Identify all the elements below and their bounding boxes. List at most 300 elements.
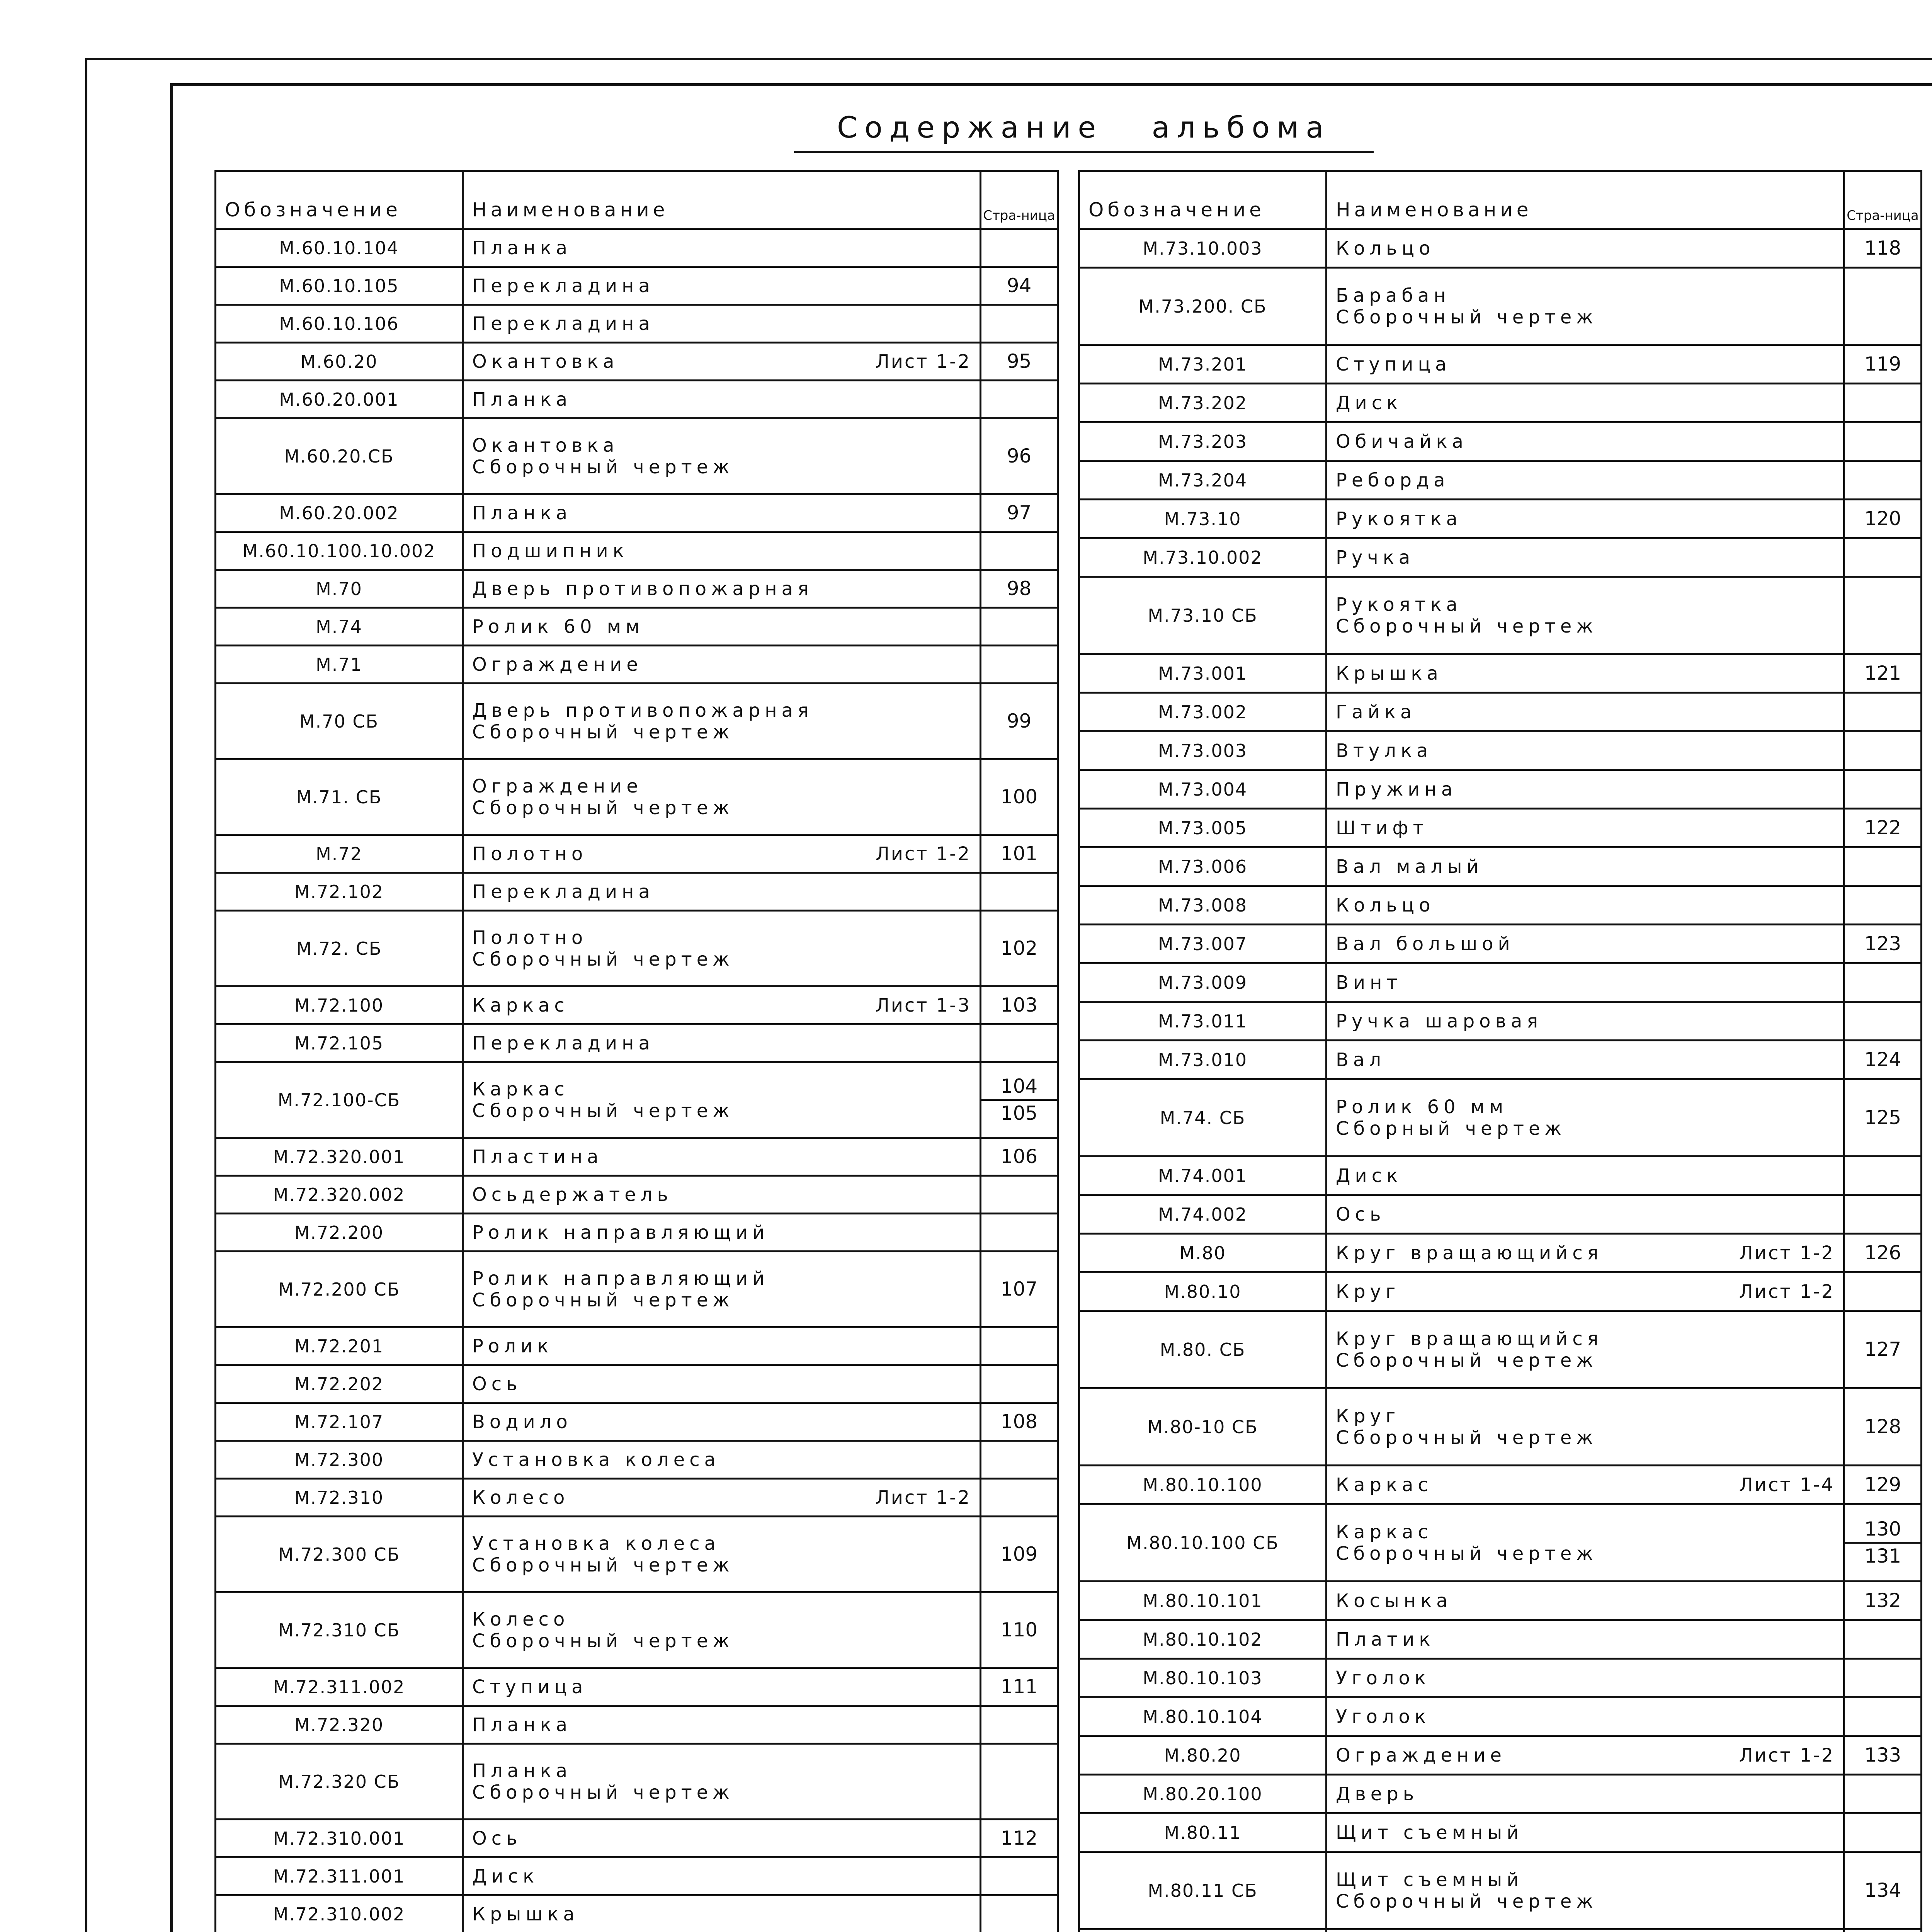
row-name-line: Обичайка <box>1336 430 1468 452</box>
table-row <box>216 646 1058 684</box>
row-name <box>1327 1272 1844 1311</box>
row-code: М.70 <box>216 570 463 608</box>
row-page <box>981 1214 1058 1252</box>
row-name <box>1327 731 1844 770</box>
row-name <box>463 1592 981 1668</box>
table-row <box>216 494 1058 532</box>
row-page <box>1844 1388 1922 1466</box>
row-name-line: Установка колеса <box>472 1449 721 1471</box>
row-code: М.73.201 <box>1079 345 1327 384</box>
table-row <box>216 229 1058 267</box>
row-page <box>981 1517 1058 1592</box>
row-name <box>463 532 981 570</box>
row-name-line: Диск <box>472 1865 539 1887</box>
row-page-number: 131 <box>1845 1542 1920 1569</box>
row-page-number: 106 <box>1000 1145 1038 1168</box>
row-name-line: Пластина <box>472 1146 603 1168</box>
row-name-line: Штифт <box>1336 817 1429 839</box>
row-name-line: Дверь противопожарная <box>472 699 813 721</box>
row-name <box>1327 1775 1844 1813</box>
row-name <box>1327 1156 1844 1195</box>
row-page <box>981 1479 1058 1517</box>
row-page <box>981 835 1058 873</box>
row-page-number: 133 <box>1864 1744 1901 1766</box>
row-page-number: 134 <box>1864 1879 1901 1901</box>
row-name <box>1327 1659 1844 1697</box>
row-code: М.72.310 <box>216 1479 463 1517</box>
row-page-number: 127 <box>1864 1338 1901 1361</box>
table-row <box>1079 770 1922 809</box>
row-code: М.73.002 <box>1079 693 1327 731</box>
row-name-line: Сборочный чертеж <box>472 797 734 819</box>
row-name-line: Ручка шаровая <box>1336 1010 1543 1032</box>
row-name <box>463 1327 981 1365</box>
row-page-number: 128 <box>1864 1415 1901 1438</box>
row-name-line: Крышка <box>1336 662 1443 684</box>
row-name-line: Перекладина <box>472 275 655 297</box>
contents-table-right <box>1078 170 1922 1932</box>
row-name-line: Сборочный чертеж <box>472 1554 734 1576</box>
row-page-number: 108 <box>1000 1410 1038 1433</box>
row-page <box>981 1744 1058 1820</box>
table-row <box>216 418 1058 494</box>
row-page <box>1844 654 1922 693</box>
row-name <box>1327 422 1844 461</box>
row-page <box>1844 1195 1922 1234</box>
row-name-line: Крышка <box>472 1903 579 1925</box>
row-name-line: Подшипник <box>472 540 629 562</box>
row-code: М.73.005 <box>1079 809 1327 847</box>
row-code: М.72.311.002 <box>216 1668 463 1706</box>
row-code: М.72.310.002 <box>216 1895 463 1932</box>
row-name-line: Ролик <box>472 1335 553 1357</box>
row-name-line: Полотно <box>472 927 588 949</box>
row-page <box>981 873 1058 911</box>
table-row <box>216 381 1058 418</box>
row-name-line: Каркас <box>1336 1521 1433 1543</box>
row-code: М.72 <box>216 835 463 873</box>
row-name-line: Барабан <box>1336 284 1451 306</box>
row-page-number: 130 <box>1864 1518 1901 1540</box>
row-name-line: Планка <box>472 1714 572 1736</box>
row-code: М.74 <box>216 608 463 646</box>
row-page-number: 102 <box>1000 937 1038 959</box>
row-page <box>981 1706 1058 1744</box>
row-name-line: Установка колеса <box>472 1532 721 1554</box>
row-sheet-range: Лист 1-2 <box>1739 1744 1835 1766</box>
row-page <box>1844 461 1922 500</box>
row-page <box>981 418 1058 494</box>
row-page <box>1844 268 1922 345</box>
table-row <box>216 1252 1058 1327</box>
row-name <box>1327 693 1844 731</box>
row-code: М.72.202 <box>216 1365 463 1403</box>
row-name-line: Вал малый <box>1336 855 1483 878</box>
table-row <box>1079 1775 1922 1813</box>
row-name <box>463 911 981 986</box>
row-name <box>463 1479 981 1517</box>
row-name <box>463 305 981 343</box>
row-name <box>1327 1504 1844 1582</box>
row-name <box>1327 1002 1844 1041</box>
row-name-line: Ролик направляющий <box>472 1221 769 1243</box>
row-name-line: Сборочный чертеж <box>1336 615 1598 637</box>
row-code: М.72.200 <box>216 1214 463 1252</box>
table-row <box>216 1365 1058 1403</box>
table-row <box>216 532 1058 570</box>
row-page <box>1844 1813 1922 1852</box>
row-code: М.72.310 СБ <box>216 1592 463 1668</box>
row-code: М.72. СБ <box>216 911 463 986</box>
row-page <box>981 1024 1058 1062</box>
row-code: М.73.203 <box>1079 422 1327 461</box>
row-page <box>981 1327 1058 1365</box>
row-page <box>981 1592 1058 1668</box>
row-code: М.71. СБ <box>216 759 463 835</box>
row-name-line: Ось <box>1336 1203 1386 1225</box>
row-name-line: Кольцо <box>1336 237 1435 259</box>
table-row <box>1079 1504 1922 1582</box>
row-name-line: Платик <box>1336 1628 1435 1650</box>
row-name <box>463 381 981 418</box>
row-code: М.60.10.100.10.002 <box>216 532 463 570</box>
row-page <box>981 267 1058 305</box>
row-page <box>981 1403 1058 1441</box>
row-page-number: 120 <box>1864 507 1901 530</box>
row-page <box>981 646 1058 684</box>
row-page-number: 95 <box>1007 350 1032 372</box>
row-name-line: Ось <box>472 1827 522 1849</box>
table-row <box>1079 693 1922 731</box>
table-row <box>1079 1079 1922 1156</box>
row-code: М.60.10.104 <box>216 229 463 267</box>
table-row <box>1079 1929 1922 1932</box>
row-name-line: Втулка <box>1336 740 1433 762</box>
row-code: М.60.20.СБ <box>216 418 463 494</box>
row-name <box>463 1214 981 1252</box>
row-name-line: Щит съемный <box>1336 1869 1524 1891</box>
row-name-line: Каркас <box>472 994 569 1016</box>
row-code: М.73.003 <box>1079 731 1327 770</box>
row-name-line: Планка <box>472 388 572 410</box>
row-name-line: Сборочный чертеж <box>1336 1543 1598 1565</box>
row-code: М.74.001 <box>1079 1156 1327 1195</box>
table-row <box>1079 847 1922 886</box>
row-name <box>1327 654 1844 693</box>
row-name-line: Планка <box>472 1760 572 1782</box>
table-row <box>1079 345 1922 384</box>
row-name <box>463 608 981 646</box>
row-page-number: 105 <box>981 1099 1057 1126</box>
row-page <box>981 986 1058 1024</box>
row-name-line: Окантовка <box>472 434 619 456</box>
row-code: М.74.002 <box>1079 1195 1327 1234</box>
row-name <box>1327 1466 1844 1504</box>
row-sheet-range: Лист 1-2 <box>875 1486 971 1509</box>
row-page-number: 96 <box>1007 445 1032 467</box>
row-name-line: Уголок <box>1336 1706 1430 1728</box>
row-name <box>1327 1195 1844 1234</box>
row-name <box>463 1062 981 1138</box>
row-page <box>1844 500 1922 538</box>
row-name-line: Реборда <box>1336 469 1450 491</box>
row-code <box>1079 1929 1327 1932</box>
table-row <box>1079 1813 1922 1852</box>
row-code: М.72.100-СБ <box>216 1062 463 1138</box>
row-page-number: 103 <box>1000 994 1038 1016</box>
table-row <box>1079 1659 1922 1697</box>
row-code: М.72.320.002 <box>216 1176 463 1214</box>
row-name-line: Сборочный чертеж <box>472 1289 734 1311</box>
table-row <box>1079 384 1922 422</box>
row-name <box>463 759 981 835</box>
row-name-line: Рукоятка <box>1336 508 1462 530</box>
table-row <box>1079 1582 1922 1620</box>
table-row <box>216 1327 1058 1365</box>
row-page <box>1844 1504 1922 1582</box>
row-name <box>1327 1311 1844 1388</box>
table-row <box>1079 1195 1922 1234</box>
row-sheet-range: Лист 1-2 <box>1739 1281 1835 1303</box>
table-header-row <box>1079 171 1922 229</box>
row-name <box>1327 1813 1844 1852</box>
row-code: М.60.10.105 <box>216 267 463 305</box>
row-page <box>1844 963 1922 1002</box>
row-code: М.74. СБ <box>1079 1079 1327 1156</box>
row-name-line: Сборный чертеж <box>1336 1117 1566 1139</box>
row-sheet-range: Лист 1-2 <box>875 350 971 372</box>
table-row <box>1079 1234 1922 1272</box>
row-code: М.71 <box>216 646 463 684</box>
row-page <box>1844 925 1922 963</box>
row-code: М.73.10.002 <box>1079 538 1327 577</box>
table-row <box>1079 1466 1922 1504</box>
row-page <box>981 343 1058 381</box>
row-name-line: Дверь <box>1336 1783 1419 1805</box>
row-page-number: 132 <box>1864 1589 1901 1612</box>
table-row <box>216 1517 1058 1592</box>
row-code: М.73.001 <box>1079 654 1327 693</box>
row-name <box>463 1176 981 1214</box>
row-name-line: Водило <box>472 1411 572 1433</box>
row-name <box>1327 268 1844 345</box>
table-row <box>216 911 1058 986</box>
row-name-line: Круг <box>1336 1405 1400 1427</box>
row-page <box>1844 1736 1922 1775</box>
row-code: М.80.11 СБ <box>1079 1852 1327 1929</box>
row-name-line: Круг вращающийся <box>1336 1328 1603 1350</box>
table-row <box>1079 1156 1922 1195</box>
row-name-line: Осьдержатель <box>472 1184 673 1206</box>
row-code: М.80.10.101 <box>1079 1582 1327 1620</box>
row-name-line: Каркас <box>472 1078 569 1100</box>
row-name-line: Сборочный чертеж <box>1336 306 1598 328</box>
row-page <box>981 1441 1058 1479</box>
row-name-line: Ступица <box>1336 353 1451 375</box>
table-row <box>1079 268 1922 345</box>
table-row <box>216 1214 1058 1252</box>
row-code: М.80.10.103 <box>1079 1659 1327 1697</box>
row-page <box>981 1176 1058 1214</box>
row-name-line: Перекладина <box>472 1032 655 1054</box>
table-row <box>216 1062 1058 1138</box>
row-page <box>1844 1272 1922 1311</box>
row-page-number: 129 <box>1864 1473 1901 1496</box>
row-name <box>463 494 981 532</box>
row-code: М.72.102 <box>216 873 463 911</box>
row-page <box>1844 731 1922 770</box>
row-page-number: 119 <box>1864 353 1901 375</box>
row-name <box>1327 577 1844 654</box>
row-page-number: 101 <box>1000 842 1038 865</box>
row-name-line: Колесо <box>472 1608 570 1630</box>
row-name <box>463 418 981 494</box>
row-page <box>1844 1620 1922 1659</box>
row-name <box>463 1365 981 1403</box>
row-page-number: 94 <box>1007 274 1032 297</box>
table-row <box>1079 500 1922 538</box>
row-page <box>981 305 1058 343</box>
table-header-row <box>216 171 1058 229</box>
row-name-line: Ролик 60 мм <box>472 616 645 638</box>
table-row <box>216 1479 1058 1517</box>
row-page-number: 118 <box>1864 237 1901 259</box>
row-code: М.73.004 <box>1079 770 1327 809</box>
row-page <box>1844 1659 1922 1697</box>
table-row <box>216 1857 1058 1895</box>
row-page <box>1844 693 1922 731</box>
row-name <box>463 646 981 684</box>
table-row <box>1079 1388 1922 1466</box>
row-page <box>981 608 1058 646</box>
row-name <box>1327 1388 1844 1466</box>
row-name <box>463 1895 981 1932</box>
row-name <box>463 873 981 911</box>
row-name <box>463 1138 981 1176</box>
row-name <box>1327 1582 1844 1620</box>
table-row <box>1079 925 1922 963</box>
table-row <box>216 1024 1058 1062</box>
table-row <box>1079 1002 1922 1041</box>
row-name-line: Окантовка <box>472 350 619 372</box>
row-code: М.72.200 СБ <box>216 1252 463 1327</box>
header-page: Стра-ница <box>981 171 1058 229</box>
row-name-line: Сборочный чертеж <box>1336 1427 1598 1449</box>
row-code: М.80.10.102 <box>1079 1620 1327 1659</box>
row-code: М.73.10.003 <box>1079 229 1327 268</box>
row-name <box>463 986 981 1024</box>
table-row <box>1079 229 1922 268</box>
row-name-line: Круг <box>1336 1281 1400 1303</box>
row-code: М.72.320 <box>216 1706 463 1744</box>
row-name <box>1327 500 1844 538</box>
table-row <box>216 570 1058 608</box>
album-title: Содержание альбома <box>794 104 1374 153</box>
row-page-number: 99 <box>1007 710 1032 732</box>
table-row <box>1079 963 1922 1002</box>
row-page-number: 110 <box>1000 1619 1038 1641</box>
row-name <box>463 684 981 759</box>
row-page-number: 97 <box>1007 502 1032 524</box>
row-code: М.72.107 <box>216 1403 463 1441</box>
row-code: М.72.105 <box>216 1024 463 1062</box>
row-name <box>463 1706 981 1744</box>
row-page <box>1844 345 1922 384</box>
table-row <box>216 343 1058 381</box>
row-name-line: Сборочный чертеж <box>472 456 734 478</box>
row-name <box>463 1517 981 1592</box>
row-page <box>981 1668 1058 1706</box>
row-name <box>463 570 981 608</box>
row-name <box>463 1441 981 1479</box>
table-row <box>216 684 1058 759</box>
row-page <box>1844 1234 1922 1272</box>
row-code: М.80.11 <box>1079 1813 1327 1852</box>
row-name <box>463 1024 981 1062</box>
table-row <box>216 267 1058 305</box>
row-code: М.72.320 СБ <box>216 1744 463 1820</box>
row-name-line: Ручка <box>1336 546 1415 568</box>
table-row <box>216 1176 1058 1214</box>
row-code: М.80.10 <box>1079 1272 1327 1311</box>
table-row <box>216 1744 1058 1820</box>
row-name-line: Планка <box>472 502 572 524</box>
table-row <box>216 1668 1058 1706</box>
row-page <box>981 381 1058 418</box>
row-page <box>1844 538 1922 577</box>
row-code: М.80 <box>1079 1234 1327 1272</box>
header-code: Обозначение <box>1079 171 1327 229</box>
row-name <box>463 343 981 381</box>
row-name <box>463 1403 981 1441</box>
table-row <box>216 1895 1058 1932</box>
row-name <box>1327 1852 1844 1929</box>
row-page <box>981 1138 1058 1176</box>
row-name-line: Полотно <box>472 843 588 865</box>
table-row <box>216 1592 1058 1668</box>
row-name <box>1327 1234 1844 1272</box>
row-sheet-range: Лист 1-4 <box>1739 1474 1835 1496</box>
row-name-line: Кольцо <box>1336 894 1435 916</box>
row-code: М.73.007 <box>1079 925 1327 963</box>
row-name-line: Вал <box>1336 1049 1386 1071</box>
row-page <box>1844 422 1922 461</box>
row-name-line: Каркас <box>1336 1474 1433 1496</box>
row-code: М.80.10.100 <box>1079 1466 1327 1504</box>
row-code: М.73.204 <box>1079 461 1327 500</box>
row-sheet-range: Лист 1-2 <box>1739 1242 1835 1264</box>
table-row <box>216 608 1058 646</box>
row-page <box>981 1895 1058 1932</box>
row-code: М.80.10.100 СБ <box>1079 1504 1327 1582</box>
row-name-line: Ограждение <box>472 653 643 675</box>
table-row <box>216 986 1058 1024</box>
row-name-line: Ролик направляющий <box>472 1267 769 1289</box>
table-row <box>216 1403 1058 1441</box>
row-page-number: 121 <box>1864 662 1901 684</box>
row-name-line: Перекладина <box>472 881 655 903</box>
row-page <box>1844 1156 1922 1195</box>
row-page-number: 107 <box>1000 1278 1038 1300</box>
table-row <box>216 305 1058 343</box>
row-sheet-range: Лист 1-3 <box>875 994 971 1016</box>
table-row <box>1079 577 1922 654</box>
header-name: Наименование <box>463 171 981 229</box>
row-page <box>981 1252 1058 1327</box>
row-page <box>1844 1079 1922 1156</box>
row-page <box>981 1820 1058 1857</box>
row-code: М.60.20.001 <box>216 381 463 418</box>
